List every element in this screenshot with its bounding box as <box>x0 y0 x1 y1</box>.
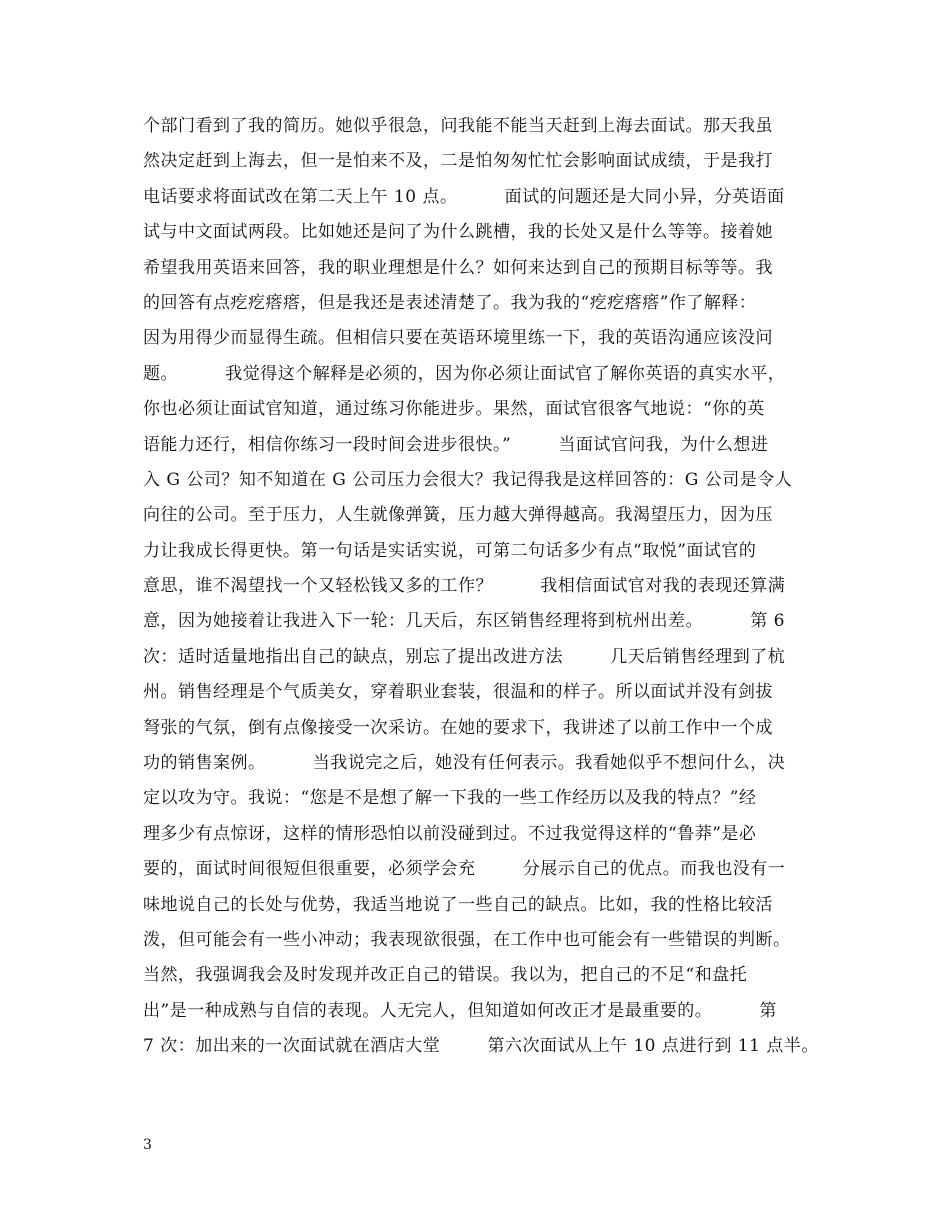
text-line: 个部门看到了我的简历。她似乎很急，问我能不能当天赶到上海去面试。那天我虽 <box>143 116 773 136</box>
text-line: 意，因为她接着让我进入下一轮：几天后，东区销售经理将到杭州出差。 第 6 <box>143 611 785 632</box>
text-line: 电话要求将面试改在第二天上午 10 点。 面试的问题还是大同小异，分英语面 <box>143 186 785 207</box>
page-number: 3 <box>143 1137 152 1153</box>
text-line: 力让我成长得更快。第一句话是实话实说，可第二句话多少有点“取悦”面试官的 <box>143 540 757 561</box>
text-line: 入 G 公司？知不知道在 G 公司压力会很大？我记得我是这样回答的：G 公司是令人 <box>143 469 793 490</box>
text-line: 因为用得少而显得生疏。但相信只要在英语环境里练一下，我的英语沟通应该没问 <box>143 328 773 349</box>
text-line: 7 次：加出来的一次面试就在酒店大堂 第六次面试从上午 10 点进行到 11 点半。 <box>143 1036 819 1057</box>
text-line: 语能力还行，相信你练习一段时间会进步很快。” 当面试官问我，为什么想进 <box>143 434 769 455</box>
text-line: 你也必须让面试官知道，通过练习你能进步。果然，面试官很客气地说：“你的英 <box>143 399 765 420</box>
body-text <box>143 109 823 1065</box>
text-line: 次：适时适量地指出自己的缺点，别忘了提出改进方法 几天后销售经理到了杭 <box>143 646 786 667</box>
text-line: 弩张的气氛，倒有点像接受一次采访。在她的要求下，我讲述了以前工作中一个成 <box>143 717 773 738</box>
text-line: 功的销售案例。 当我说完之后，她没有任何表示。我看她似乎不想问什么，决 <box>143 753 786 774</box>
text-line: 然决定赶到上海去，但一是怕来不及，二是怕匆匆忙忙会影响面试成绩，于是我打 <box>143 151 773 172</box>
text-line: 泼，但可能会有一些小冲动；我表现欲很强，在工作中也可能会有一些错误的判断。 <box>143 929 791 950</box>
text-line: 出”是一种成熟与自信的表现。人无完人，但知道如何改正才是最重要的。 第 <box>143 1000 777 1021</box>
text-line: 理多少有点惊讶，这样的情形恐怕以前没碰到过。不过我觉得这样的“鲁莽”是必 <box>143 823 757 844</box>
text-line: 味地说自己的长处与优势，我适当地说了一些自己的缺点。比如，我的性格比较活 <box>143 894 773 915</box>
text-line: 向往的公司。至于压力，人生就像弹簧，压力越大弹得越高。我渴望压力，因为压 <box>143 505 773 526</box>
text-line: 当然，我强调我会及时发现并改正自己的错误。我以为，把自己的不足“和盘托 <box>143 965 748 986</box>
text-line: 题。 我觉得这个解释是必须的，因为你必须让面试官了解你英语的真实水平， <box>143 363 786 384</box>
text-line: 州。销售经理是个气质美女，穿着职业套装，很温和的样子。所以面试并没有剑拔 <box>143 682 773 703</box>
text-line: 希望我用英语来回答，我的职业理想是什么？如何来达到自己的预期目标等等。我 <box>143 257 773 278</box>
text-line: 定以攻为守。我说：“您是不是想了解一下我的一些工作经历以及我的特点？”经 <box>143 788 757 809</box>
text-line: 要的，面试时间很短但很重要，必须学会充 分展示自己的优点。而我也没有一 <box>143 859 786 880</box>
text-line: 试与中文面试两段。比如她还是问了为什么跳槽，我的长处又是什么等等。接着她 <box>143 222 773 243</box>
text-line: 意思，谁不渴望找一个又轻松钱又多的工作？ 我相信面试官对我的表现还算满 <box>143 576 786 597</box>
text-line: 的回答有点疙疙瘩瘩，但是我还是表述清楚了。我为我的“疙疙瘩瘩”作了解释： <box>143 292 757 313</box>
